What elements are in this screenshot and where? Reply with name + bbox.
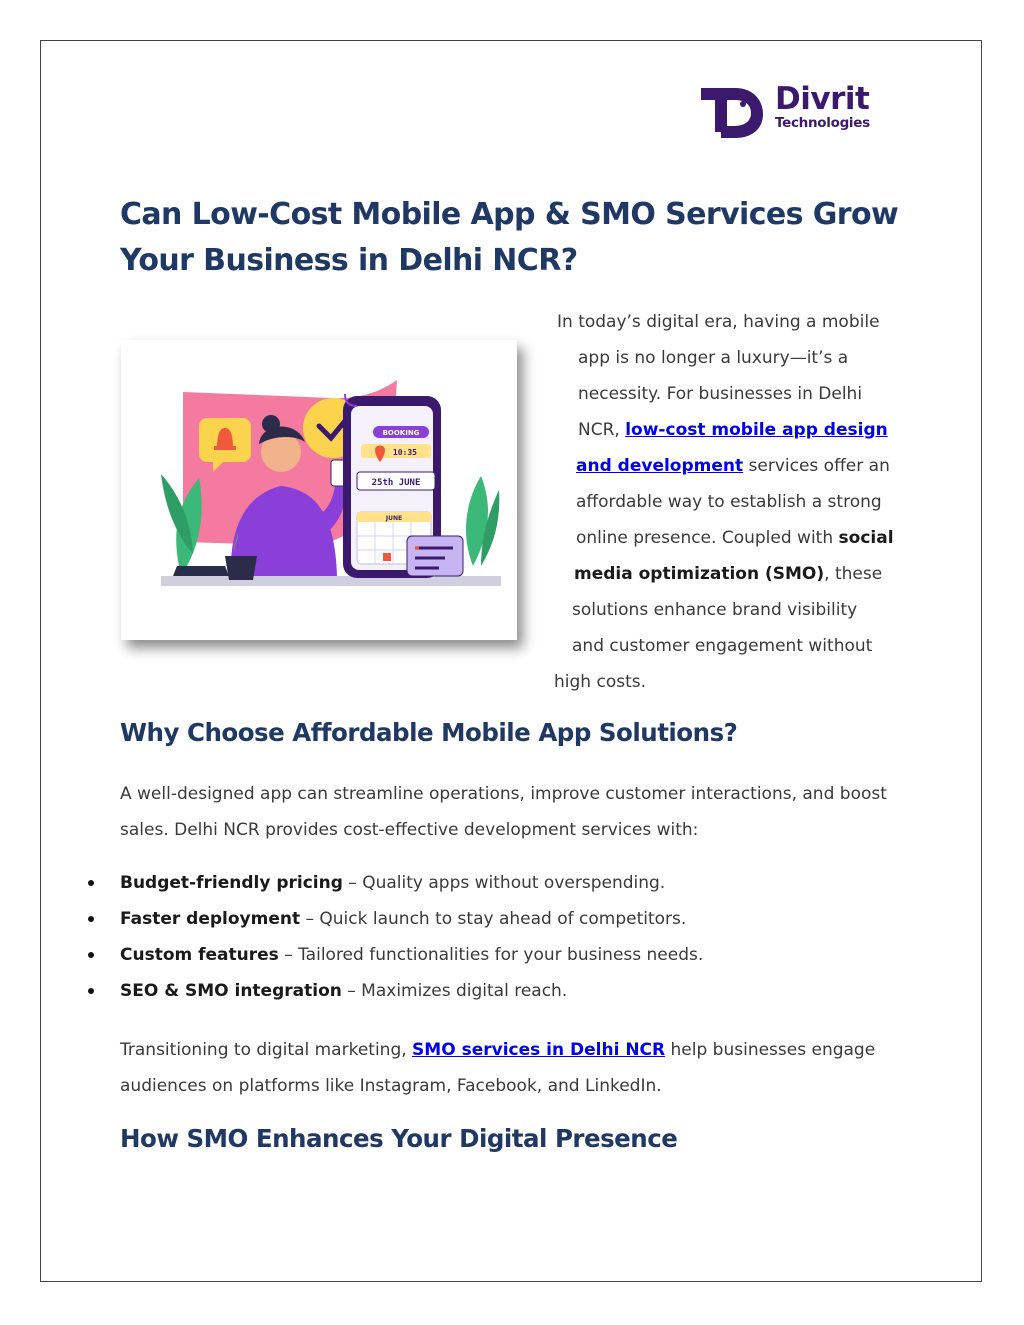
intro-line: affordable way to establish a strong — [576, 492, 882, 512]
smo-bold-text-cont: media optimization (SMO) — [574, 564, 825, 584]
svg-text:JUNE: JUNE — [385, 515, 403, 522]
company-logo — [697, 82, 897, 142]
intro-text: NCR, — [578, 420, 626, 440]
svg-text:25th JUNE: 25th JUNE — [371, 478, 421, 488]
feature-text: – Quality apps without overspending. — [342, 873, 666, 893]
intro-line: necessity. For businesses in Delhi — [578, 384, 863, 404]
feature-list — [0, 865, 1000, 1009]
svg-text:10:35: 10:35 — [392, 448, 417, 457]
bullet-icon — [88, 880, 94, 886]
section-heading-why-choose: Why Choose Affordable Mobile App Solutions? — [120, 718, 738, 747]
intro-line: In today’s digital era, having a mobile — [557, 312, 880, 332]
feature-text: – Tailored functionalities for your business needs. — [278, 945, 704, 965]
list-item — [0, 973, 1000, 1009]
transition-text: help businesses engage audiences on platforms like Instagram, Facebook, and LinkedIn. — [120, 1040, 876, 1096]
bullet-icon — [88, 952, 94, 958]
hero-illustration — [121, 340, 517, 640]
logo-mark-icon — [697, 82, 767, 140]
feature-text: – Maximizes digital reach. — [341, 981, 568, 1001]
intro-line: high costs. — [554, 672, 646, 692]
transition-paragraph — [120, 1032, 910, 1104]
feature-title: Custom features — [120, 945, 279, 965]
intro-text: services offer an — [743, 456, 890, 476]
intro-paragraph — [554, 304, 914, 700]
feature-title: Faster deployment — [120, 909, 301, 929]
bullet-icon — [88, 916, 94, 922]
feature-title: Budget-friendly pricing — [120, 873, 343, 893]
logo-subtitle: Technologies — [775, 115, 870, 131]
feature-text: – Quick launch to stay ahead of competitors. — [300, 909, 687, 929]
intro-line: solutions enhance brand visibility — [572, 600, 858, 620]
app-development-link[interactable]: low-cost mobile app design — [625, 420, 888, 440]
intro-line: and customer engagement without — [572, 636, 873, 656]
list-item — [0, 865, 1000, 901]
app-development-link-cont[interactable]: and development — [576, 456, 744, 476]
logo-name: Divrit — [775, 81, 870, 117]
transition-text: Transitioning to digital marketing, — [120, 1040, 413, 1060]
intro-line: app is no longer a luxury—it’s a — [578, 348, 849, 368]
section-heading-smo: How SMO Enhances Your Digital Presence — [120, 1124, 678, 1153]
section1-paragraph: A well-designed app can streamline operations, improve customer interactions, and boost sales. Delhi NCR provides cost-effective development services with: — [120, 784, 887, 840]
page-title: Can Low-Cost Mobile App & SMO Services Grow Your Business in Delhi NCR? — [120, 197, 899, 278]
feature-title: SEO & SMO integration — [120, 981, 342, 1001]
list-item — [0, 937, 1000, 973]
intro-text: , these — [824, 564, 883, 584]
list-item — [0, 901, 1000, 937]
intro-text: online presence. Coupled with — [576, 528, 839, 548]
svg-text:BOOKING: BOOKING — [382, 429, 420, 437]
smo-services-link[interactable]: SMO services in Delhi NCR — [412, 1040, 666, 1060]
bullet-icon — [88, 988, 94, 994]
smo-bold-text: social — [838, 528, 894, 548]
